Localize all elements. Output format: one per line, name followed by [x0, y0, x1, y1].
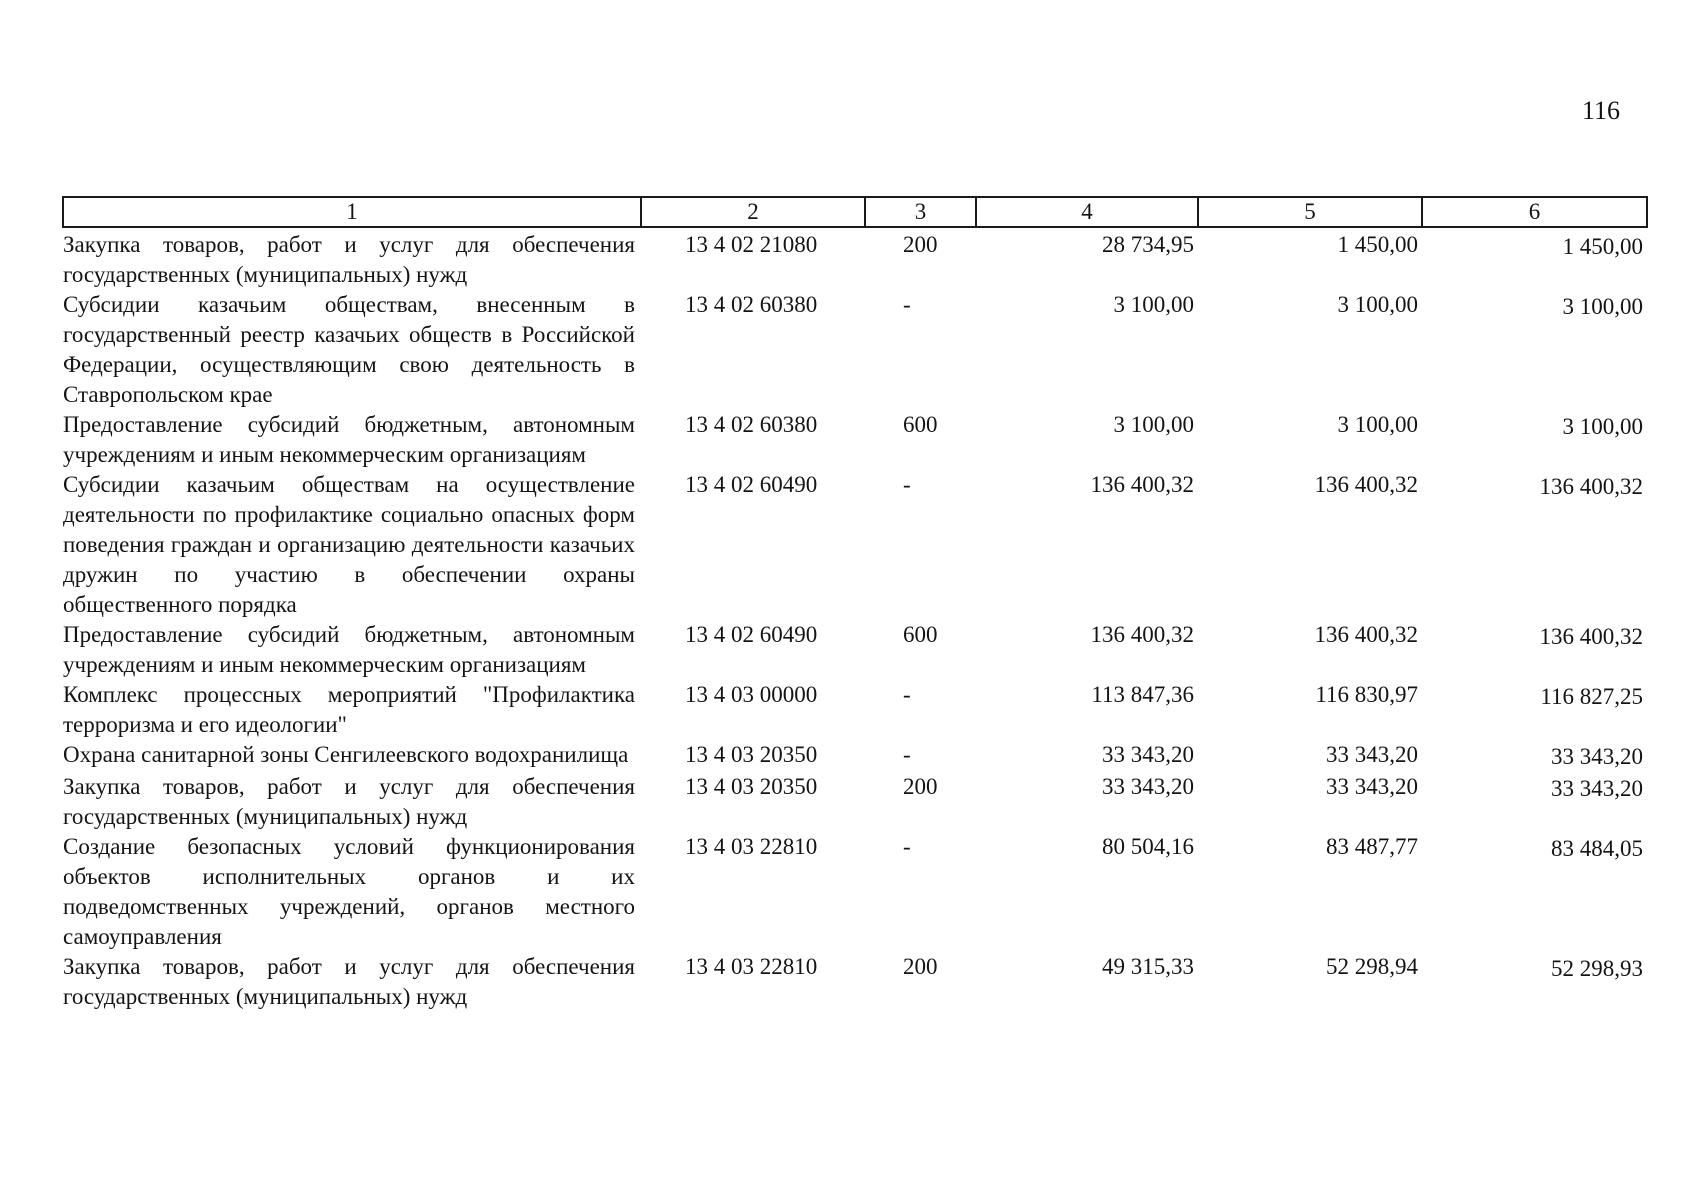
row-name: Комплекс процессных мероприятий "Профилактика терроризма и его идеологии" — [63, 682, 635, 737]
header-col-1: 1 — [63, 197, 641, 227]
row-code: 13 4 03 20350 — [685, 774, 818, 799]
row-value-5: 33 343,20 — [1326, 742, 1418, 767]
row-name: Предоставление субсидий бюджетным, автономным учреждениям и иным некоммерческим организациям — [63, 622, 635, 677]
row-code: 13 4 02 60380 — [685, 292, 818, 317]
row-value-4: 49 315,33 — [1102, 954, 1194, 979]
row-name: Субсидии казачьим обществам, внесенным в государственный реестр казачьих обществ в Российской Федерации, осуществляющим свою деятельность в Ставропольском крае — [63, 292, 635, 407]
row-code: 13 4 03 20350 — [685, 742, 818, 767]
row-value-6: 136 400,32 — [1539, 624, 1643, 649]
table-row — [63, 230, 1647, 290]
row-code: 13 4 02 60490 — [685, 472, 818, 497]
row-value-4: 33 343,20 — [1102, 742, 1194, 767]
row-code: 13 4 03 22810 — [685, 954, 818, 979]
row-value-5: 136 400,32 — [1314, 622, 1418, 647]
table-row — [63, 952, 1647, 1012]
row-expense-type: 600 — [903, 622, 938, 647]
row-value-5: 116 830,97 — [1315, 682, 1418, 707]
table-row — [63, 740, 1647, 772]
row-code: 13 4 03 22810 — [685, 834, 818, 859]
table-body — [63, 227, 1647, 1012]
row-expense-type: 200 — [903, 774, 938, 799]
table-row — [63, 680, 1647, 740]
row-code: 13 4 02 60380 — [685, 412, 818, 437]
row-value-5: 3 100,00 — [1337, 412, 1418, 437]
row-name: Субсидии казачьим обществам на осуществление деятельности по профилактике социально опасных форм поведения граждан и организацию деятельности казачьих дружин по участию в обеспечении охраны общественного порядка — [63, 472, 635, 617]
row-value-6: 116 827,25 — [1540, 684, 1643, 709]
row-expense-type: 600 — [903, 412, 938, 437]
row-value-6: 3 100,00 — [1562, 414, 1643, 439]
row-value-4: 136 400,32 — [1090, 472, 1194, 497]
row-name: Создание безопасных условий функционирования объектов исполнительных органов и их подведомственных учреждений, органов местного самоуправления — [63, 834, 635, 949]
row-code: 13 4 02 60490 — [685, 622, 818, 647]
table-row — [63, 832, 1647, 952]
row-value-6: 52 298,93 — [1551, 956, 1643, 981]
row-code: 13 4 02 21080 — [685, 232, 818, 257]
row-value-6: 1 450,00 — [1562, 234, 1643, 259]
header-col-4: 4 — [976, 197, 1198, 227]
row-expense-type: - — [903, 472, 911, 497]
row-expense-type: 200 — [903, 954, 938, 979]
table-row — [63, 410, 1647, 470]
table-row — [63, 290, 1647, 410]
row-expense-type: - — [903, 834, 911, 859]
row-value-4: 113 847,36 — [1091, 682, 1194, 707]
header-col-2: 2 — [641, 197, 865, 227]
row-name: Закупка товаров, работ и услуг для обеспечения государственных (муниципальных) нужд — [63, 954, 635, 1009]
page-number: 116 — [1581, 96, 1620, 125]
row-expense-type: 200 — [903, 232, 938, 257]
row-value-4: 3 100,00 — [1113, 292, 1194, 317]
header-col-3: 3 — [865, 197, 976, 227]
table-row — [63, 620, 1647, 680]
row-value-4: 28 734,95 — [1102, 232, 1194, 257]
row-name: Предоставление субсидий бюджетным, автономным учреждениям и иным некоммерческим организациям — [63, 412, 635, 467]
row-value-5: 3 100,00 — [1337, 292, 1418, 317]
table-row — [63, 470, 1647, 620]
row-value-6: 136 400,32 — [1539, 474, 1643, 499]
row-value-6: 33 343,20 — [1551, 776, 1643, 801]
row-value-4: 33 343,20 — [1102, 774, 1194, 799]
row-value-5: 52 298,94 — [1326, 954, 1418, 979]
row-value-5: 136 400,32 — [1314, 472, 1418, 497]
row-expense-type: - — [903, 742, 911, 767]
budget-table — [62, 196, 1648, 1012]
row-value-5: 83 487,77 — [1326, 834, 1418, 859]
row-value-4: 80 504,16 — [1102, 834, 1194, 859]
table-row — [63, 772, 1647, 832]
row-expense-type: - — [903, 292, 911, 317]
row-value-4: 3 100,00 — [1113, 412, 1194, 437]
header-col-6: 6 — [1422, 197, 1647, 227]
row-name: Охрана санитарной зоны Сенгилеевского водохранилища — [63, 742, 629, 767]
row-value-5: 33 343,20 — [1326, 774, 1418, 799]
row-value-6: 83 484,05 — [1551, 836, 1643, 861]
header-col-5: 5 — [1198, 197, 1422, 227]
row-name: Закупка товаров, работ и услуг для обеспечения государственных (муниципальных) нужд — [63, 774, 635, 829]
row-code: 13 4 03 00000 — [685, 682, 818, 707]
row-value-5: 1 450,00 — [1337, 232, 1418, 257]
row-value-6: 33 343,20 — [1551, 744, 1643, 769]
table-header — [63, 197, 1647, 227]
header-row — [63, 197, 1647, 227]
row-name: Закупка товаров, работ и услуг для обеспечения государственных (муниципальных) нужд — [63, 232, 635, 287]
row-value-4: 136 400,32 — [1090, 622, 1194, 647]
row-value-6: 3 100,00 — [1562, 294, 1643, 319]
row-expense-type: - — [903, 682, 911, 707]
